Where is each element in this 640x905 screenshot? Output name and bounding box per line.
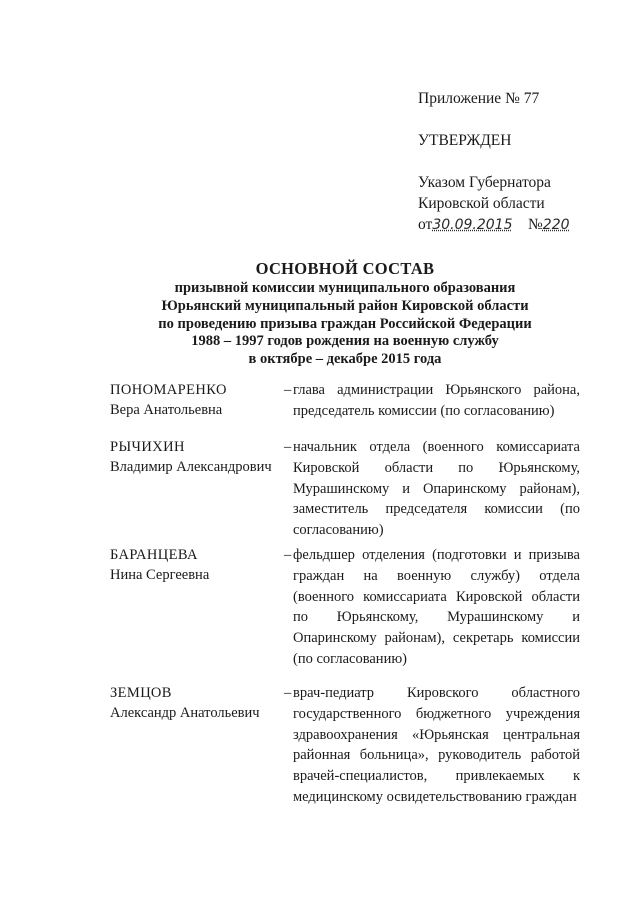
member-dash: –	[284, 439, 292, 455]
member-given-name: Вера Анатольевна	[110, 402, 223, 418]
date-prefix: от	[418, 216, 433, 233]
member-surname: БАРАНЦЕВА	[110, 547, 198, 563]
title-line-4: 1988 – 1997 годов рождения на военную службу	[191, 333, 499, 350]
appendix-label: Приложение № 77	[418, 90, 540, 107]
title-line-5: в октябре – декабре 2015 года	[248, 351, 442, 368]
title-line-3: по проведению призыва граждан Российской Федерации	[158, 315, 532, 332]
member-given-name: Нина Сергеевна	[110, 567, 210, 583]
title-line-1: призывной комиссии муниципального образования	[174, 280, 516, 296]
member-name	[110, 437, 285, 477]
member-role: фельдшер отделения (подготовки и призыва граждан на военную службу) отдела (военного комиссариата Кировской области по Юрьянскому, Мурашинскому и Опаринскому районам), секретарь комиссии (по согласованию)	[293, 547, 580, 667]
appendix-block	[418, 88, 618, 236]
handwritten-number: 220	[542, 217, 570, 233]
member-given-name: Александр Анатольевич	[110, 705, 260, 721]
decree-date-line	[418, 214, 618, 236]
title-line-2: Юрьянский муниципальный район Кировской области	[161, 297, 529, 314]
document-title	[110, 258, 580, 369]
member-name	[110, 545, 285, 585]
member-name	[110, 380, 285, 420]
title-main: ОСНОВНОЙ СОСТАВ	[255, 259, 435, 278]
number-prefix: №	[528, 216, 543, 233]
member-surname: ЗЕМЦОВ	[110, 685, 172, 701]
member-role: начальник отдела (военного комиссариата Кировской области по Юрьянскому, Мурашинскому и Опаринскому районам), заместитель председателя комиссии (по согласованию)	[293, 439, 580, 539]
member-name	[110, 683, 285, 723]
member-dash: –	[284, 685, 292, 701]
approved-stamp-text: УТВЕРЖДЕН	[418, 132, 512, 149]
member-dash: –	[284, 382, 292, 398]
handwritten-date: 30.09.2015	[432, 217, 513, 233]
member-given-name: Владимир Александрович	[110, 459, 272, 475]
member-role: врач-педиатр Кировского областного государственного бюджетного учреждения здравоохранения «Юрьянская центральная районная больница», руководитель работой врачей-специалистов, привлекаемых к медицинскому освидетельствованию граждан	[293, 685, 580, 805]
member-dash: –	[284, 547, 292, 563]
member-role: глава администрации Юрьянского района, председатель комиссии (по согласованию)	[293, 382, 580, 419]
decree-line-1: Указом Губернатора	[418, 174, 551, 191]
member-surname: ПОНОМАРЕНКО	[110, 382, 227, 398]
member-surname: РЫЧИХИН	[110, 439, 185, 455]
decree-line-2: Кировской области	[418, 195, 545, 212]
